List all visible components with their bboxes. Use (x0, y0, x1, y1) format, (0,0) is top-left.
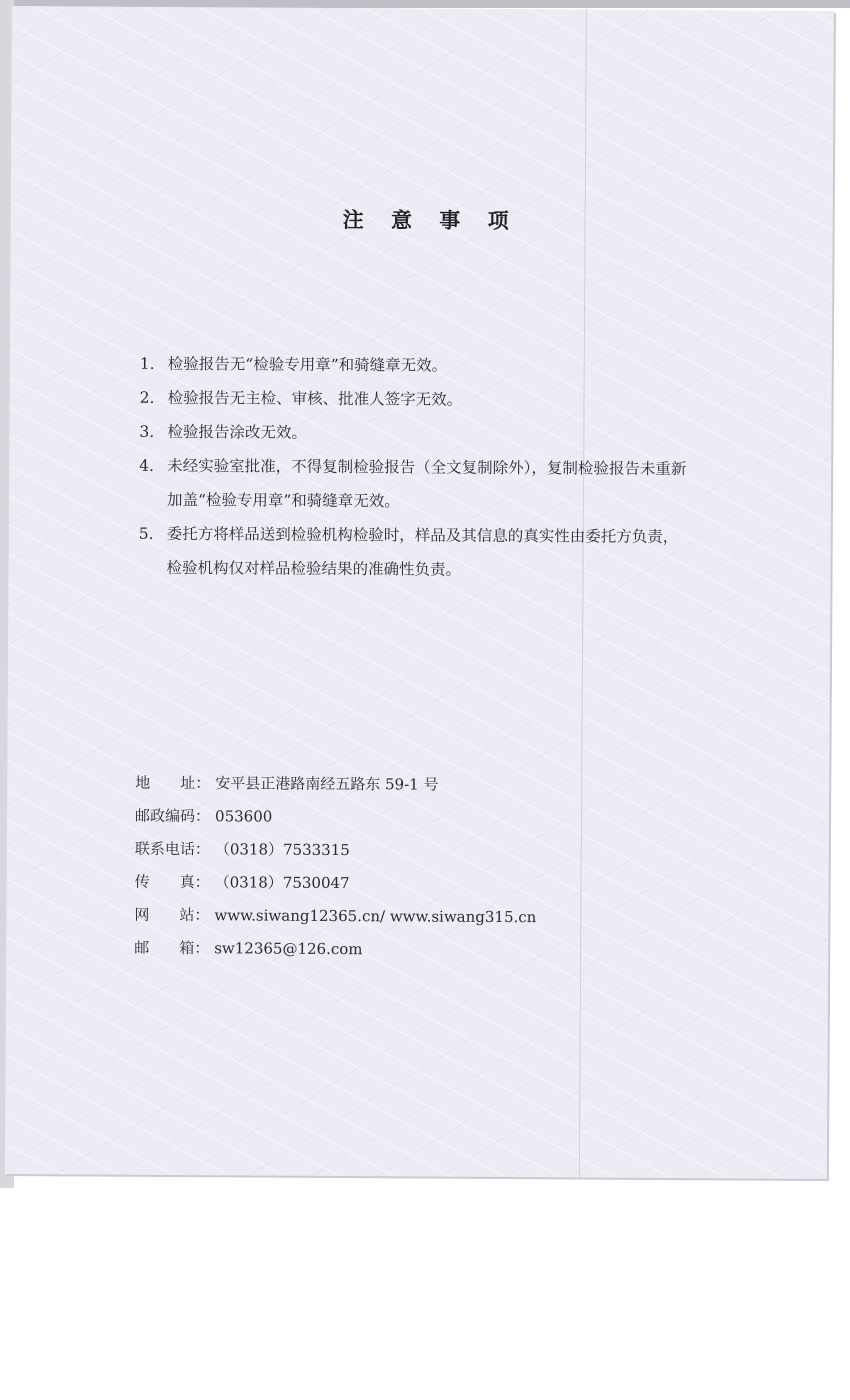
postcode-label: 邮政编码： (135, 806, 211, 826)
notice-item-2 (140, 381, 740, 419)
phone-label: 联系电话： (134, 839, 210, 859)
notice-item-4 (139, 449, 739, 521)
notice-item-5 (138, 517, 738, 589)
notice-number: 4. (139, 456, 155, 475)
notice-number: 1. (139, 354, 155, 373)
email-value: sw12365@126.com (214, 939, 363, 959)
notice-text: 委托方将样品送到检验机构检验时，样品及其信息的真实性由委托方负责， 检验机构仅对样品检验结果的准确性负责。 (166, 524, 679, 579)
fax-label: 传 真： (134, 872, 210, 892)
notice-list (138, 347, 739, 589)
website-label: 网 站： (134, 905, 210, 925)
contact-address (135, 767, 695, 803)
address-label: 地 址： (135, 773, 211, 793)
address-value: 安平县正港路南经五路东 59-1 号 (215, 774, 439, 794)
notice-item-3 (139, 415, 739, 453)
page-fold-line (579, 10, 588, 1178)
notice-number: 2. (139, 388, 155, 407)
page-title: 注 意 事 项 (342, 207, 519, 234)
notice-text: 检验报告无主检、审核、批准人签字无效。 (167, 388, 463, 409)
notice-item-1 (140, 347, 740, 385)
postcode-value: 053600 (214, 807, 273, 826)
notice-text: 检验报告无“检验专用章”和骑缝章无效。 (167, 354, 448, 375)
notice-text: 未经实验室批准，不得复制检验报告（全文复制除外），复制检验报告未重新 加盖“检验专用章”和骑缝章无效。 (166, 456, 687, 511)
phone-value: （0318）7533315 (214, 840, 350, 860)
contact-website (134, 899, 694, 935)
notice-number: 5. (138, 524, 154, 543)
notice-number: 3. (139, 422, 155, 441)
notice-text: 检验报告涂改无效。 (167, 422, 307, 442)
website-value: www.siwang12365.cn/ www.siwang315.cn (214, 906, 537, 927)
contact-info (134, 767, 695, 968)
contact-postcode (135, 800, 695, 836)
fax-value: （0318）7530047 (214, 873, 350, 893)
contact-phone (135, 833, 695, 869)
contact-email (134, 932, 694, 968)
document-page (5, 6, 834, 1179)
email-label: 邮 箱： (134, 938, 210, 958)
contact-fax (135, 866, 695, 902)
